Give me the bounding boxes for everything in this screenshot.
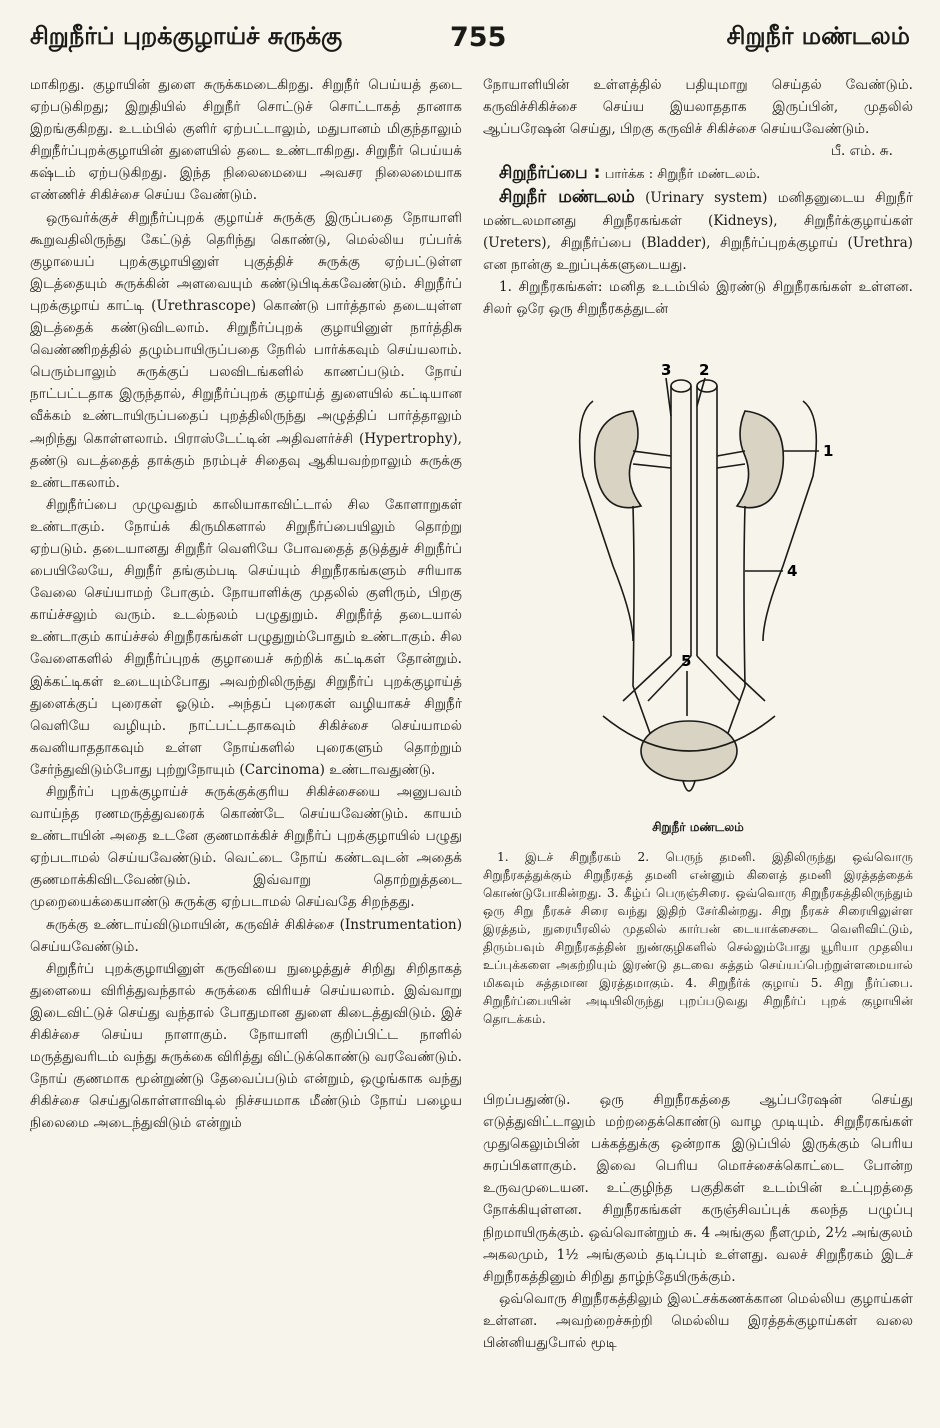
figure-label-1: 1 <box>823 442 834 460</box>
figure-legend <box>483 848 913 1028</box>
page-header <box>30 22 910 58</box>
entry-title: சிறுநீர்ப்பை : <box>499 163 601 184</box>
paragraph: ஒவ்வொரு சிறுநீரகத்திலும் இலட்சக்கணக்கான மெல்லிய குழாய்கள் உள்ளன. அவற்றைச்சுற்றி மெல்லிய இரத்தக்குழாய்கள் வலை பின்னியதுபோல் மூடி <box>483 1290 913 1352</box>
paragraph: சுருக்கு உண்டாய்விடுமாயின், கருவிச் சிகிச்சை (Instrumentation) செய்யவேண்டும். <box>30 916 462 955</box>
urinary-system-diagram <box>483 356 913 816</box>
entry-title: சிறுநீர் மண்டலம் <box>499 187 635 208</box>
paragraph: ஒருவர்க்குச் சிறுநீர்ப்புறக் குழாய்ச் சுருக்கு இருப்பதை நோயாளி கூறுவதிலிருந்து கேட்டுத் தெரிந்து கொண்டு, மெல்லிய ரப்பர்க் குழாயைப் புறக்குழாயினுள் புகுத்திச் சுருக்கு ஏற்பட்டுள்ள இடத்தையும் சுருக்கின் அளவையும் கண்டுபிடிக்கவேண்டும். சிறுநீர்ப் புறக்குழாய் காட்டி (Urethrascope) கொண்டு பார்த்தால் தடையுள்ள இடத்தைக் கண்டுவிடலாம். சிறுநீர்ப்புறக் குழாயினுள் நார்த்திசு வெண்ணிறத்தில் தழும்பாயிருப்பதை நேரில் பார்க்கவும் செய்யலாம். பெரும்பாலும் சுருக்குப் பலவிடங்களில் காணப்படும். நோய் நாட்பட்டதாக இருந்தால், சிறுநீர்ப்புறக் குழாய்த் துளையில் கட்டியான வீக்கம் உண்டாயிருப்பதைப் புறத்திலிருந்து அழுத்திப் பார்த்தாலும் அறிந்து கொள்ளலாம். பிராஸ்டேட்டின் அதிவளர்ச்சி (Hypertrophy), தண்டு வடத்தைத் தாக்கும் நரம்புச் சிதைவு ஆகியவற்றாலும் சுருக்கு உண்டாகலாம். <box>30 209 462 491</box>
paragraph: சிறுநீர்ப் புறக்குழாயினுள் கருவியை நுழைத்துச் சிறிது சிறிதாகத் துளையை விரித்துவந்தால் சுருக்கை விரியச் செய்யலாம். இவ்வாறு இடைவிட்டுச் செய்து வந்தால் போதுமான துளை கிடைத்துவிடும். இச் சிகிச்சை செய்ய நாளாகும். நோயாளி குறிப்பிட்ட நாளில் மருத்துவரிடம் வந்து சுருக்கை விரித்து விட்டுக்கொண்டு வரவேண்டும். நோய் குணமாக மூன்றுண்டு தேவைப்படும் என்றும், ஒழுங்காக வந்து சிகிச்சை செய்துகொள்ளாவிடில் நிச்சயமாக மீண்டும் நோய் பழைய நிலைமை அடைந்துவிடும் என்றும் <box>30 960 462 1132</box>
paragraph: சிறுநீர்ப் புறக்குழாய்ச் சுருக்குக்குரிய சிகிச்சையை அனுபவம் வாய்ந்த ரணமருத்துவரைக் கொண்டே செய்யவேண்டும். காயம் உண்டாயின் அதை உடனே குணமாக்கிச் சிறுநீர்ப் புறக்குழாயில் பழுது ஏற்படாமல் செய்யவேண்டும். வெட்டை நோய் கண்டவுடன் அதைக் குணமாக்கிவிடவேண்டும். இவ்வாறு தொற்றுத்தடை முறையைக்கையாண்டு சுருக்கு ஏற்படாமல் செய்வதே சிறந்தது. <box>30 784 462 911</box>
cross-reference: பார்க்க : சிறுநீர் மண்டலம். <box>604 167 761 183</box>
right-column-bottom <box>483 1089 913 1419</box>
page-number: 755 <box>450 22 507 53</box>
paragraph: 1. சிறுநீரகங்கள்: மனித உடம்பில் இரண்டு சிறுநீரகங்கள் உள்ளன. சிலர் ஒரே ஒரு சிறுநீரகத்துடன் <box>483 278 913 317</box>
left-column <box>30 74 462 1414</box>
figure-label-4: 4 <box>787 562 798 580</box>
running-title-right: சிறுநீர் மண்டலம் <box>726 22 910 50</box>
figure-label-2: 2 <box>699 361 710 379</box>
author-signature: பீ. எம். சு. <box>830 143 893 160</box>
urinary-system-figure <box>483 356 913 816</box>
figure-label-5: 5 <box>681 652 692 670</box>
entry-urinary-system <box>483 186 913 275</box>
entry-text: (Urinary system) மனிதனுடைய சிறுநீர் மண்டலமானது சிறுநீரகங்கள் (Kidneys), சிறுநீர்க்குழாய்கள் (Ureters), சிறுநீர்ப்பை (Bladder), சிறுநீர்ப்புறக்குழாய் (Urethra) என நான்கு உறுப்புக்களுடையது. <box>483 190 913 273</box>
figure-label-3: 3 <box>661 361 672 379</box>
right-column-top <box>483 74 913 356</box>
figure-caption-title: சிறுநீர் மண்டலம் <box>652 820 744 834</box>
paragraph: நோயாளியின் உள்ளத்தில் பதியுமாறு செய்தல் வேண்டும். கருவிச்சிகிச்சை செய்ய இயலாததாக இருப்பின், முதலில் ஆப்பரேஷன் செய்து, பிறகு கருவிச் சிகிச்சை செய்யவேண்டும். <box>483 77 913 138</box>
legend-text: 1. இடச் சிறுநீரகம் 2. பெருந் தமனி. இதிலிருந்து ஒவ்வொரு சிறுநீரகத்துக்கும் சிறுநீரகத் தமனி என்னும் கிளைத் தமனி இரத்தத்தைக் கொண்டுபோகின்றது. 3. கீழ்ப் பெருஞ்சிரை. ஒவ்வொரு சிறுநீரகத்திலிருந்தும் ஒரு சிறு நீரகச் சிரை வந்து இதிற் சேர்கின்றது. சிறு நீரகச் சிரையிலுள்ள இரத்தம், நுரையீரலில் முதலில் கார்பன் டையாக்சைடை வெளிவிட்டும், திரும்பவும் சிறுநீரகத்தின் நுண்குழிகளில் செல்லும்போது யூரியா முதலிய உப்புக்களை அகற்றியும் இரண்டு தடவை சுத்தம் செய்யப்பெற்றுள்ளமையால் மிகவும் சுத்தமான இரத்தமாகும். 4. சிறுநீர்க் குழாய் 5. சிறு நீர்ப்பை. சிறுநீர்ப்பையின் அடியிலிருந்து புறப்படுவது சிறுநீர்ப் புறக் குழாயின் தொடக்கம். <box>483 850 913 1026</box>
entry-bladder <box>483 162 913 186</box>
paragraph: சிறுநீர்ப்பை முழுவதும் காலியாகாவிட்டால் சில கோளாறுகள் உண்டாகும். நோய்க் கிருமிகளால் சிறுநீர்ப்பையிலும் தொற்று ஏற்படும். தடையானது சிறுநீர் வெளியே போவதைத் தடுத்துச் சிறுநீர்ப் பையிலேயே, சிறுநீர் தங்கும்படி செய்யும் சிறுநீரகங்களும் சரியாக வேலை செய்யாமற் போகும். நோயாளிக்கு முதலில் குளிரும், பிறகு காய்ச்சலும் வரும். உடல்நலம் பழுதுறும். சிறுநீர்த் தடையால் உண்டாகும் காய்ச்சல் சிறுநீரகங்கள் பழுதுறும்போதும் உண்டாகும். சில வேளைகளில் சிறுநீர்ப்புறக் குழாயைச் சுற்றிக் கட்டிகள் தோன்றும். இக்கட்டிகள் உடையும்போது அவற்றிலிருந்து சிறுநீர்ப் புறக்குழாய்த் துளைக்குப் புரைகள் ஓடும். அந்தப் புரைகள் வழியாகச் சிறுநீர் வெளியே வழியும். நாட்பட்டதாகவும் சிகிச்சை செய்யாமல் கவனியாததாகவும் உள்ள நோய்களில் புரைகளும் தொற்றும் சேர்ந்துவிடும்போது புற்றுநோயும் (Carcinoma) உண்டாவதுண்டு. <box>30 496 462 778</box>
paragraph: மாகிறது. குழாயின் துளை சுருக்கமடைகிறது. சிறுநீர் பெய்யத் தடை ஏற்படுகிறது; இறுதியில் சிறுநீர் சொட்டுச் சொட்டாகத் தானாக இறங்குகிறது. உடம்பில் குளிர் ஏற்பட்டாலும், மதுபானம் மிகுந்தாலும் சிறுநீர்ப்புறக்குழாயின் துளையில் தடை உண்டாகிறது. சிறுநீர் பெய்யக் கஷ்டம் ஏற்படுகிறது. இந்த நிலைமையை அவசர நிலைமையாக எண்ணிச் சிகிச்சை செய்ய வேண்டும். <box>30 77 462 204</box>
paragraph: பிறப்பதுண்டு. ஒரு சிறுநீரகத்தை ஆப்பரேஷன் செய்து எடுத்துவிட்டாலும் மற்றதைக்கொண்டு வாழ முடியும். சிறுநீரகங்கள் முதுகெலும்பின் பக்கத்துக்கு ஒன்றாக இடுப்பில் இருக்கும் பெரிய சுரப்பிகளாகும். இவை பெரிய மொச்சைக்கொட்டை போன்ற உருவமுடையன. உட்குழிந்த பகுதிகள் உடம்பின் உட்புறத்தை நோக்கியுள்ளன. சிறுநீரகங்கள் கருஞ்சிவப்புக் கலந்த பழுப்பு நிறமாயிருக்கும். ஒவ்வொன்றும் சு. 4 அங்குல நீளமும், 2½ அங்குலம் அகலமும், 1½ அங்குலம் தடிப்பும் உள்ளது. வலச் சிறுநீரகம் இடச் சிறுநீரகத்தினும் சிறிது தாழ்ந்தேயிருக்கும். <box>483 1092 913 1285</box>
running-title-left: சிறுநீர்ப் புறக்குழாய்ச் சுருக்கு <box>30 22 343 50</box>
